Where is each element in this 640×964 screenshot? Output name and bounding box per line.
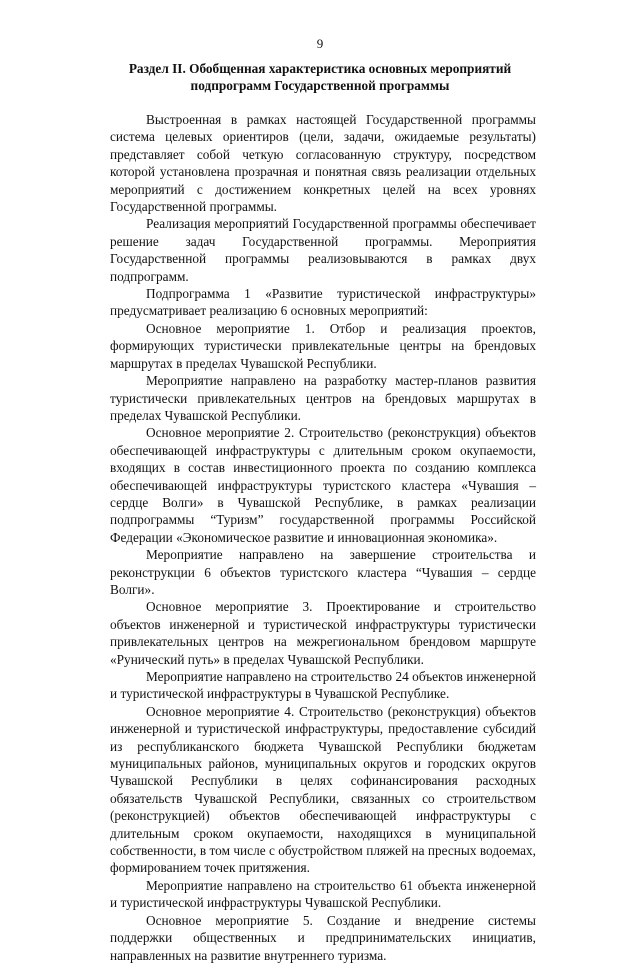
paragraph: Мероприятие направлено на строительство 61 объекта инженерной и туристической инфраструктуры Чувашской Республики. xyxy=(110,877,536,911)
paragraph: Основное мероприятие 3. Проектирование и строительство объектов инженерной и туристической инфраструктуры туристически привлекательных центров на межрегиональном брендовом маршруте «Рунический путь» в пределах Чувашской Республики. xyxy=(110,599,536,667)
paragraph: Основное мероприятие 4. Строительство (реконструкция) объектов инженерной и туристической инфраструктуры, предоставление субсидий из республиканского бюджета Чувашской Республики бюджетам муниципальных районов, муниципальных округов и городских округов Чувашской Республики в целях софинансирования расходных обязательств Чувашской Республики, связанных со строительством (реконструкцией) объектов обеспечивающей инфраструктуры с длительным сроком окупаемости, находящихся в муниципальной собственности, в том числе с обустройством пляжей на пресных водоемах, формированием точек притяжения. xyxy=(110,703,536,876)
paragraph: Подпрограмма 1 «Развитие туристической инфраструктуры» предусматривает реализацию 6 основных мероприятий: xyxy=(110,286,536,319)
section-title-line-2: подпрограмм Государственной программы xyxy=(190,78,450,93)
paragraph: Выстроенная в рамках настоящей Государственной программы система целевых ориентиров (цели, задачи, ожидаемые результаты) представляет собой четкую согласованную структуру, посредством которой установлена прозрачная и понятная связь реализации отдельных мероприятий с достижением конкретных целей на всех уровнях Государственной программы. xyxy=(110,112,536,215)
paragraph: Мероприятие направлено на разработку мастер-планов развития туристически привлекательных центров на брендовых маршрутах в пределах Чувашской Республики. xyxy=(110,373,536,423)
paragraph: Основное мероприятие 1. Отбор и реализация проектов, формирующих туристически привлекательные центры на брендовых маршрутах в пределах Чувашской Республики. xyxy=(110,320,536,371)
paragraph: Основное мероприятие 5. Создание и внедрение системы поддержки общественных и предпринимательских инициатив, направленных на развитие внутреннего туризма. xyxy=(110,912,536,963)
body-text xyxy=(110,111,536,964)
paragraph: Реализация мероприятий Государственной программы обеспечивает решение задач Государственной программы. Мероприятия Государственной программы реализовываются в рамках двух подпрограмм. xyxy=(110,216,536,284)
section-title xyxy=(110,60,530,94)
page-number: 9 xyxy=(316,36,324,51)
paragraph: Мероприятие направлено на завершение строительства и реконструкции 6 объектов туристского кластера “Чувашия – сердце Волги». xyxy=(110,547,536,597)
paragraph: Мероприятие направлено на строительство 24 объектов инженерной и туристической инфраструктуры в Чувашской Республике. xyxy=(110,669,536,702)
section-title-line-1: Раздел II. Обобщенная характеристика основных мероприятий xyxy=(128,61,512,76)
paragraph: Основное мероприятие 2. Строительство (реконструкция) объектов обеспечивающей инфраструктуры с длительным сроком окупаемости, входящих в состав инвестиционного проекта по созданию комплекса обеспечивающей инфраструктуры туристского кластера «Чувашия – сердце Волги» в Чувашской Республике, в рамках реализации подпрограммы “Туризм” государственной программы Российской Федерации «Экономическое развитие и инновационная экономика». xyxy=(110,425,536,545)
